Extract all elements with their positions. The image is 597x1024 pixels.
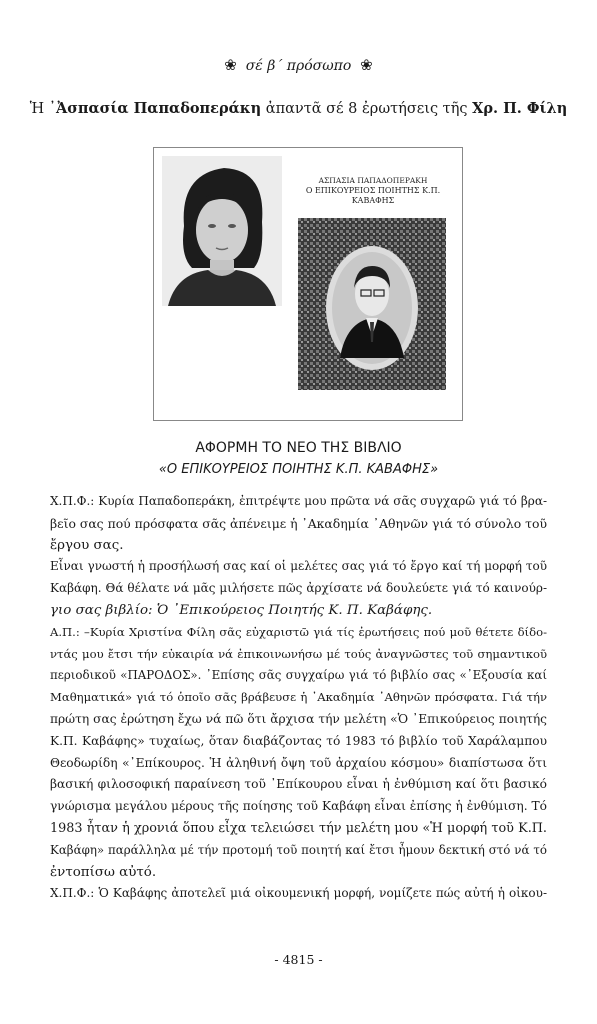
cover-artwork [298,218,446,390]
text-line: Εἶναι γνωστή ἡ προσήλωσή σας καί οἱ μελέτες σας γιά τό ἔργο καί τή μορφή τοῦ [50,559,547,574]
text-line: περιοδικοῦ «ΠΑΡΟΔΟΣ». ᾿Επίσης σᾶς συγχαίρω γιά τό βιβλίο σας «᾿Εξουσία καί [50,668,547,683]
text-line: γιο σας βιβλίο: Ὁ ᾿Επικούρειος Ποιητής Κ. Π. Καβάφης. [50,602,433,618]
section-title: σέ β΄ πρόσωπο [245,58,352,74]
text-line: ντάς μου ἔτσι τήν εὐκαιρία νά ἐπικοινωνήσω μέ τούς ἀναγνῶστες τοῦ σημαντικοῦ [50,646,547,661]
byline-prefix: Ἡ ᾿ [29,101,56,117]
text-line: Κ.Π. Καβάφης» τυχαίως, ὅταν διαβάζοντας τό 1983 τό βιβλίο τοῦ Χαράλαμπου [50,733,547,748]
author-portrait-photo [162,156,282,306]
text-line: Χ.Π.Φ.: Ὁ Καβάφης ἀποτελεῖ μιά οἰκουμενική μορφή, νομίζετε πώς αὐτή ἡ οἰκου- [50,886,547,901]
text-line: βεῖο σας πού πρόσφατα σᾶς ἀπένειμε ἡ ᾿Ακαδημία ᾿Αθηνῶν γιά τό σύνολο τοῦ [50,515,547,531]
left-ornament-icon: ❀ [224,56,237,74]
text-line: Χ.Π.Φ.: Κυρία Παπαδοπεράκη, ἐπιτρέψτε μου πρῶτα νά σᾶς συγχαρῶ γιά τό βρα- [50,494,547,508]
figure-caption-subtitle: «Ο ΕΠΙΚΟΥΡΕΙΟΣ ΠΟΙΗΤΗΣ Κ.Π. ΚΑΒΑΦΗΣ» [158,462,439,477]
text-line: ἐντοπίσω αὐτό. [50,864,157,880]
cover-author: ΑΣΠΑΣΙΑ ΠΑΠΑΔΟΠΕΡΑΚΗ [318,176,428,185]
text-line: γνώρισμα μεγάλου μέρους τῆς ποίησης τοῦ Καβάφη εἶναι ἐπίσης ἡ ἐνθύμιση. Τό [50,799,547,814]
text-line: Θεοδωρίδη «᾿Επίκουρος. Ἡ ἀληθινή ὄψη τοῦ ἀρχαίου κόσμου» διαπίστωσα ὅτι [50,755,547,770]
cover-title: Ο ΕΠΙΚΟΥΡΕΙΟΣ ΠΟΙΗΤΗΣ Κ.Π. ΚΑΒΑΦΗΣ [305,186,441,205]
page-number: - 4815 - [274,952,323,967]
text-line: Καβάφη. Θά θέλατε νά μᾶς μιλήσετε πῶς ἀρχίσατε νά δουλεύετε γιά τό καινούρ- [50,581,547,596]
figure-caption-heading: ΑΦΟΡΜΗ ΤΟ ΝΕΟ ΤΗΣ ΒΙΒΛΙΟ [195,440,402,456]
photo-figure [153,147,463,421]
interviewee-name: Ἀσπασία Παπαδοπεράκη [55,100,262,117]
text-line: Α.Π.: –Κυρία Χριστίνα Φίλη σᾶς εὐχαριστῶ γιά τίς ἐρωτήσεις πού μοῦ θέτετε δίδο- [50,624,547,639]
byline-middle: ἀπαντᾶ σέ 8 ἐρωτήσεις τῆς [261,101,473,117]
article-byline [0,100,597,117]
interviewer-name: Χρ. Π. Φίλη [472,100,568,117]
text-line: Καβάφη» παράλληλα μέ τήν προτομή τοῦ ποιητή καί ἔτσι ἦμουν δεκτική στό νά τό [50,842,547,857]
text-line: πρώτη σας ἐρώτηση ἔχω νά πῶ ὅτι ἄρχισα τήν μελέτη «Ὁ ᾿Επικούρειος ποιητής [50,711,547,726]
text-line: βασική φιλοσοφική παραίνεση τοῦ ᾿Επίκουρου εἶναι ἡ ἐνθύμιση καί ὅτι βασικό [50,777,547,792]
text-line: 1983 ἦταν ἡ χρονιά ὅπου εἶχα τελειώσει τήν μελέτη μου «Ἡ μορφή τοῦ Κ.Π. [50,820,547,836]
text-line: ἔργου σας. [50,537,124,553]
section-header [0,56,597,74]
book-cover [294,170,450,394]
interview-text [50,491,547,905]
text-line: Μαθηματικά» γιά τό ὁποῖο σᾶς βράβευσε ἡ ᾿Ακαδημία ᾿Αθηνῶν πρόσφατα. Γιά τήν [50,690,547,705]
right-ornament-icon: ❀ [360,56,373,74]
